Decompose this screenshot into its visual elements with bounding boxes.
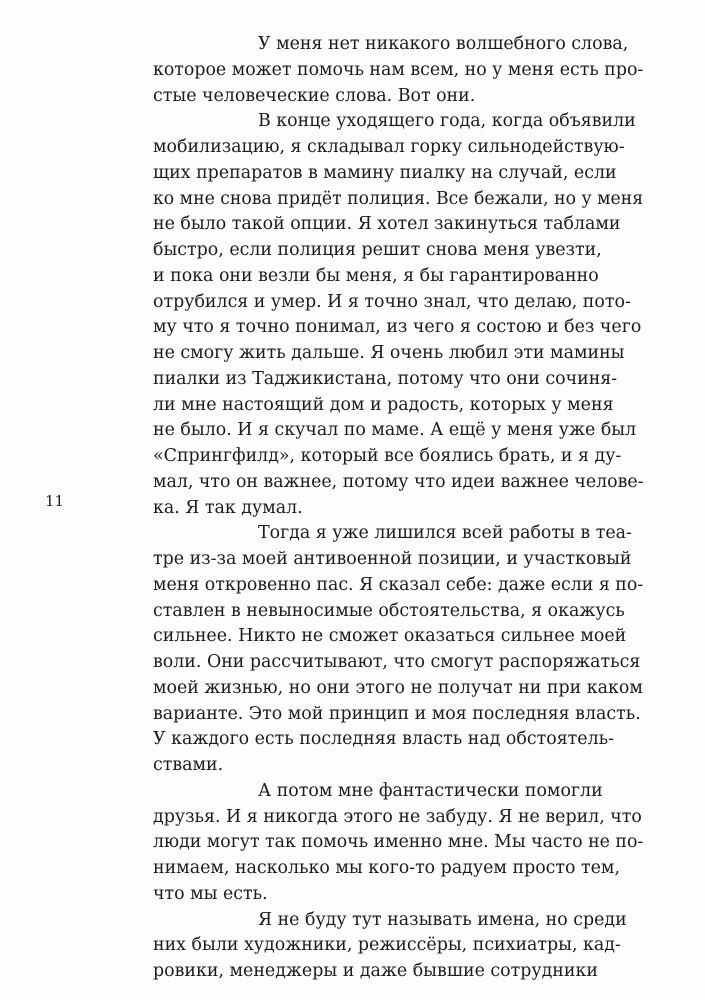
text-line: не смогу жить дальше. Я очень любил эти мамины (153, 343, 625, 363)
text-line: тре из-за моей антивоенной позиции, и участковый (153, 549, 632, 569)
text-line: не было такой опции. Я хотел закинуться таблами (153, 214, 621, 235)
text-line: У каждого есть последняя власть над обстоятель- (153, 729, 614, 750)
paragraph-first-line: Я не буду тут называть имена, но среди (258, 909, 627, 930)
text-line: и пока они везли бы меня, я бы гарантированно (153, 265, 599, 286)
text-line: что мы есть. (153, 883, 268, 904)
body-text (153, 32, 643, 985)
text-line: не было. И я скучал по маме. А ещё у меня уже был (153, 420, 637, 441)
text-line: мобилизацию, я складывал горку сильнодействую- (153, 137, 625, 157)
text-line: му что я точно понимал, из чего я состою и без чего (153, 317, 642, 338)
text-line: пиалки из Таджикистана, потому что они сочиня- (153, 368, 618, 389)
paragraph-first-line: У меня нет никакого волшебного слова, (258, 34, 629, 54)
text-line: варианте. Это мой принцип и моя последняя власть. (153, 703, 641, 724)
text-line: которое может помочь нам всем, но у меня есть про- (153, 59, 644, 80)
text-line: сильнее. Никто не сможет оказаться сильнее моей (153, 626, 627, 647)
text-line: быстро, если полиция решит снова меня увезти, (153, 240, 602, 260)
text-line: отрубился и умер. И я точно знал, что делаю, пото- (153, 291, 631, 312)
text-line: ли мне настоящий дом и радость, которых у меня (153, 394, 614, 415)
text-line: ставлен в невыносимые обстоятельства, я окажусь (153, 600, 625, 621)
paragraph-first-line: В конце уходящего года, когда объявили (258, 111, 636, 132)
text-line: люди могут так помочь именно мне. Мы часто не по- (153, 832, 644, 853)
text-line: ровики, менеджеры и даже бывшие сотрудники (153, 961, 598, 981)
paragraph-first-line: Тогда я уже лишился всей работы в теа- (258, 523, 632, 544)
text-line: друзья. И я никогда этого не забуду. Я не верил, что (153, 806, 642, 827)
text-line: ка. Я так думал. (153, 497, 303, 518)
text-line: воли. Они рассчитывают, что смогут распоряжаться (153, 652, 641, 672)
text-line: щих препаратов в мамину пиалку на случай, если (153, 162, 617, 183)
text-line: ко мне снова придёт полиция. Все бежали, но у меня (153, 188, 644, 209)
text-line: моей жизнью, но они этого не получат ни при каком (153, 677, 643, 698)
text-line: ствами. (153, 755, 224, 775)
paragraph-first-line: А потом мне фантастически помогли (258, 780, 603, 801)
text-line: мал, что он важнее, потому что идеи важнее челове- (153, 471, 644, 492)
text-line: «Спрингфилд», который все боялись брать, и я ду- (153, 446, 622, 466)
text-line: нимаем, насколько мы кого-то радуем просто тем, (153, 858, 620, 878)
text-line: меня откровенно пас. Я сказал себе: даже если я по- (153, 574, 644, 595)
text-line: них были художники, режиссёры, психиатры, кад- (153, 935, 621, 956)
text-line: стые человеческие слова. Вот они. (153, 85, 476, 106)
page-number: 11 (45, 492, 65, 510)
